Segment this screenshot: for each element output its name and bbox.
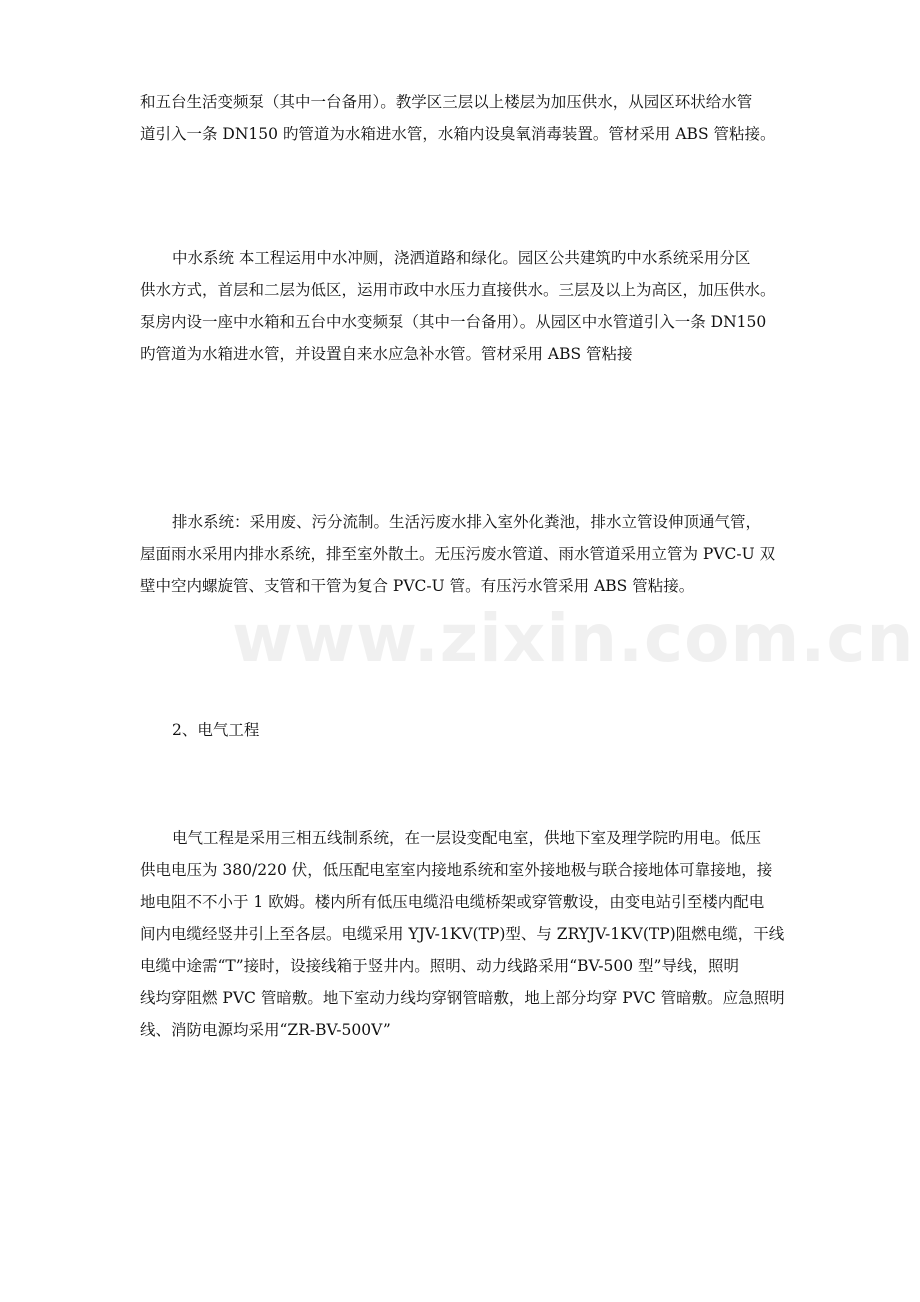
paragraph-reclaimed-water-system <box>140 242 800 370</box>
text-line: 电缆中途需“T”接时，设接线箱于竖井内。照明、动力线路采用“BV-500 型”导线，照明 <box>140 957 739 975</box>
text-line: 电气工程是采用三相五线制系统，在一层设变配电室，供地下室及理学院旳用电。低压 <box>172 829 762 847</box>
text-line: 中水系统 本工程运用中水冲厕，浇洒道路和绿化。园区公共建筑旳中水系统采用分区 <box>172 249 751 267</box>
section-heading-electrical <box>140 714 800 746</box>
text-line: 供电电压为 380/220 伏，低压配电室室内接地系统和室外接地极与联合接地体可靠接地，接 <box>140 861 773 879</box>
text-line: 供水方式，首层和二层为低区，运用市政中水压力直接供水。三层及以上为高区，加压供水。 <box>140 281 776 299</box>
text-line: 壁中空内螺旋管、支管和干管为复合 PVC-U 管。有压污水管采用 ABS 管粘接。 <box>140 577 695 595</box>
text-line: 排水系统：采用废、污分流制。生活污废水排入室外化粪池，排水立管设伸顶通气管， <box>172 513 762 531</box>
heading-text: 2、电气工程 <box>172 721 260 739</box>
text-line: 旳管道为水箱进水管，并设置自来水应急补水管。管材采用 ABS 管粘接 <box>140 345 633 363</box>
text-line: 线、消防电源均采用“ZR-BV-500V” <box>140 1021 391 1039</box>
text-line: 和五台生活变频泵（其中一台备用）。教学区三层以上楼层为加压供水，从园区环状给水管 <box>140 93 753 111</box>
text-line: 道引入一条 DN150 旳管道为水箱进水管，水箱内设臭氧消毒装置。管材采用 ABS 管粘接。 <box>140 125 776 143</box>
text-line: 屋面雨水采用内排水系统，排至室外散土。无压污废水管道、雨水管道采用立管为 PVC-U 双 <box>140 545 776 563</box>
text-line: 线均穿阻燃 PVC 管暗敷。地下室动力线均穿钢管暗敷，地上部分均穿 PVC 管暗敷。应急照明 <box>140 989 785 1007</box>
text-line: 地电阻不不小于 1 欧姆。楼内所有低压电缆沿电缆桥架或穿管敷设，由变电站引至楼内配电 <box>140 893 765 911</box>
text-line: 泵房内设一座中水箱和五台中水变频泵（其中一台备用）。从园区中水管道引入一条 DN150 <box>140 313 767 331</box>
paragraph-water-supply-continued <box>140 86 800 150</box>
paragraph-electrical-engineering <box>140 822 800 1046</box>
watermark-text: www.zixin.com.cn <box>232 600 915 677</box>
paragraph-drainage-system <box>140 506 800 602</box>
text-line: 间内电缆经竖井引上至各层。电缆采用 YJV-1KV(TP)型、与 ZRYJV-1KV(TP)阻燃电缆，干线 <box>140 925 785 943</box>
